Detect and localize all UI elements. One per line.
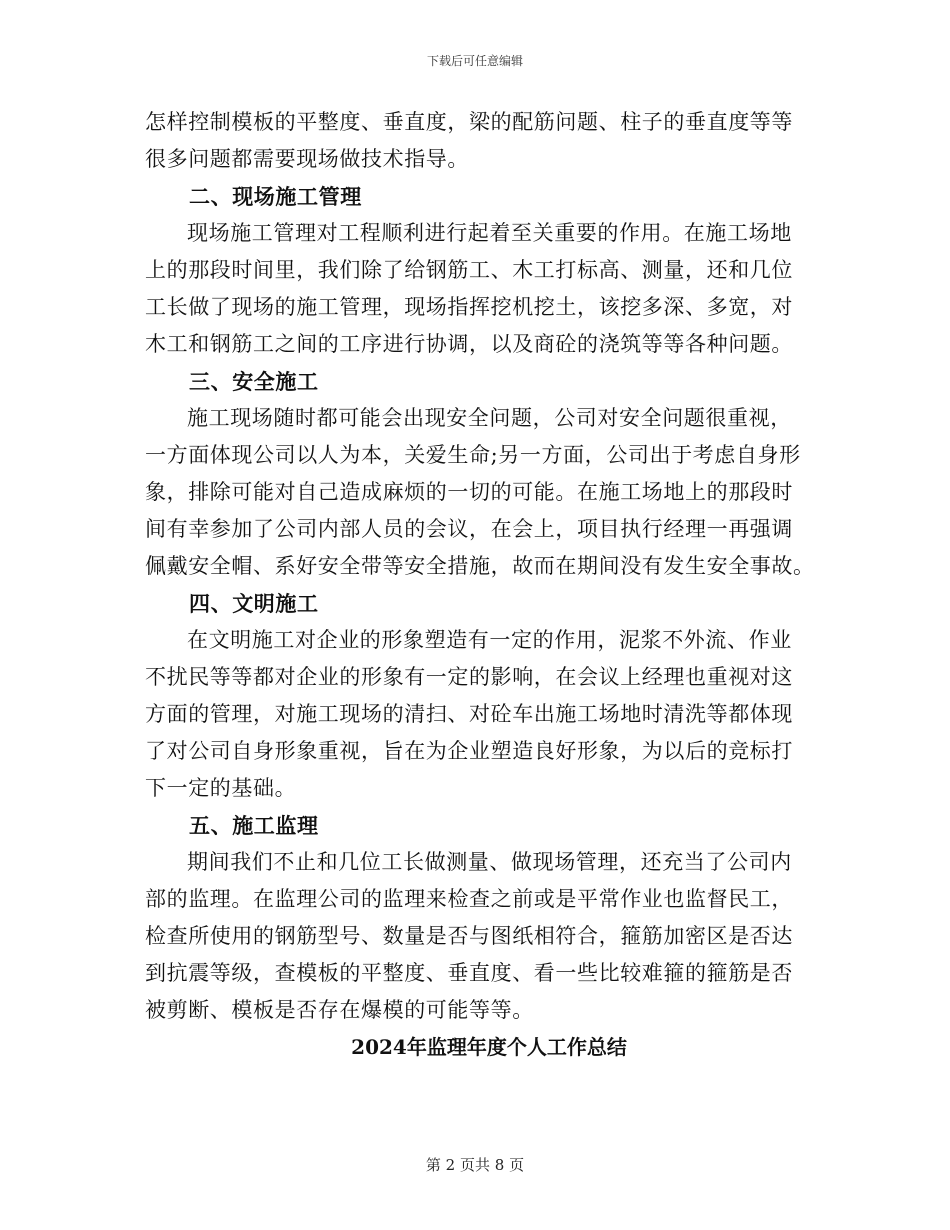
text-line: 期间我们不止和几位工长做测量、做现场管理，还充当了公司内 (187, 850, 792, 874)
text-line: 了对公司自身形象重视，旨在为企业塑造良好形象，为以后的竞标打 (145, 739, 793, 763)
text-line: 上的那段时间里，我们除了给钢筋工、木工打标高、测量，还和几位 (145, 258, 793, 282)
text-line: 检查所使用的钢筋型号、数量是否与图纸相符合，箍筋加密区是否达 (145, 924, 793, 948)
section-heading-civilized-construction: 四、文明施工 (189, 591, 319, 616)
text-line: 木工和钢筋工之间的工序进行协调，以及商砼的浇筑等等各种问题。 (145, 332, 793, 356)
section-heading-site-management: 二、现场施工管理 (189, 184, 362, 209)
text-line: 现场施工管理对工程顺利进行起着至关重要的作用。在施工场地 (187, 221, 792, 245)
text-line: 一方面体现公司以人为本，关爱生命;另一方面，公司出于考虑自身形 (145, 443, 801, 467)
supervision-paragraph (145, 844, 805, 1029)
text-line: 不扰民等等都对企业的形象有一定的影响，在会议上经理也重视对这 (145, 665, 793, 689)
text-line: 工长做了现场的施工管理，现场指挥挖机挖土，该挖多深、多宽，对 (145, 295, 793, 319)
site-management-paragraph (145, 215, 805, 363)
text-line: 佩戴安全帽、系好安全带等安全措施，故而在期间没有发生安全事故。 (145, 554, 815, 578)
text-line: 到抗震等级，查模板的平整度、垂直度、看一些比较难箍的箍筋是否 (145, 961, 793, 985)
text-line: 怎样控制模板的平整度、垂直度，梁的配筋问题、柱子的垂直度等等 (145, 110, 793, 134)
text-line: 被剪断、模板是否存在爆模的可能等等。 (145, 998, 534, 1022)
safety-paragraph (145, 400, 815, 585)
section-heading-supervision: 五、施工监理 (189, 813, 319, 838)
text-line: 象，排除可能对自己造成麻烦的一切的可能。在施工场地上的那段时 (145, 480, 793, 504)
text-line: 在文明施工对企业的形象塑造有一定的作用，泥浆不外流、作业 (187, 628, 792, 652)
next-document-title: 2024年监理年度个人工作总结 (351, 1035, 627, 1059)
page-header: 下载后可任意编辑 (426, 54, 523, 68)
text-line: 很多问题都需要现场做技术指导。 (145, 147, 469, 171)
text-line: 下一定的基础。 (145, 776, 297, 800)
text-line: 方面的管理，对施工现场的清扫、对砼车出施工场地时清洗等都体现 (145, 702, 793, 726)
text-line: 间有幸参加了公司内部人员的会议，在会上，项目执行经理一再强调 (145, 517, 793, 541)
section-heading-safety: 三、安全施工 (189, 369, 319, 394)
page-number-footer: 第 2 页共 8 页 (425, 1156, 525, 1174)
text-line: 部的监理。在监理公司的监理来检查之前或是平常作业也监督民工， (145, 887, 793, 911)
civilized-construction-paragraph (145, 622, 805, 807)
text-line: 施工现场随时都可能会出现安全问题，公司对安全问题很重视， (187, 406, 792, 430)
document-body (145, 104, 815, 1066)
intro-paragraph (145, 104, 805, 178)
